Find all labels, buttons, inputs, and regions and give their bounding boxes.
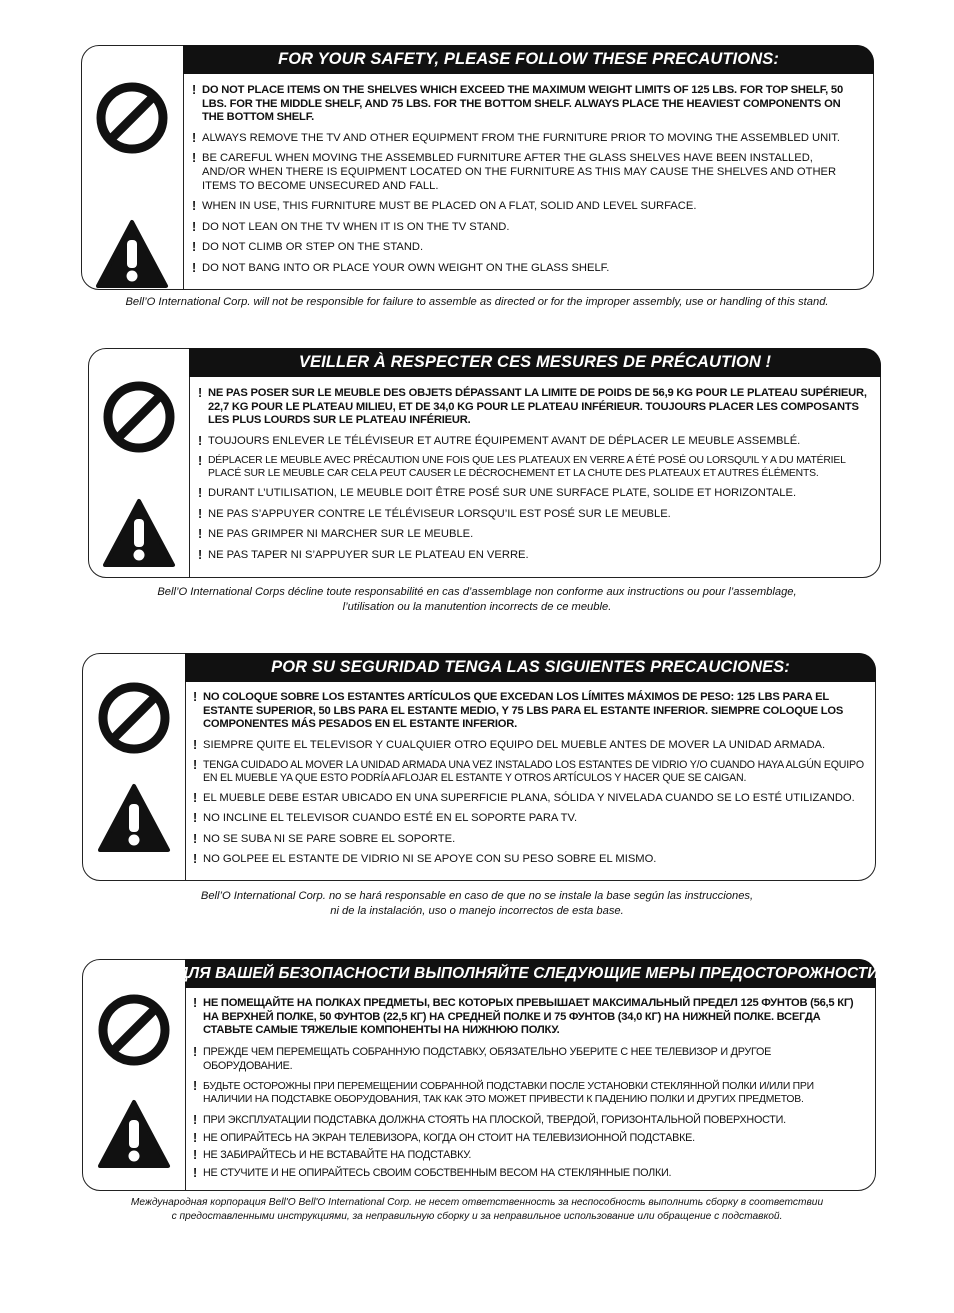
section-title-text: VEILLER À RESPECTER CES MESURES DE PRÉCAUTION ! (298, 353, 772, 371)
list-item: ! TOUJOURS ENLEVER LE TÉLÉVISEUR ET AUTRE ÉQUIPEMENT AVANT DE DÉPLACER LE MEUBLE ASSEMBLÉ. (198, 433, 801, 448)
precaution-list (192, 84, 852, 283)
section-title (183, 45, 874, 74)
list-item: ! NE PAS POSER SUR LE MEUBLE DES OBJETS DÉPASSANT LA LIMITE DE POIDS DE 56,9 KG POUR LE PLATEAU SUPÉRIEUR, 22,7 KG POUR LE PLATEAU MILIEU, ET DE 34,0 KG POUR LE PLATEAU INFÉRIEUR. TOUJOURS PLACER LES COMPOSANTS LES PLUS LOURDS SUR LE PLATEAU INFÉRIEUR. (198, 386, 867, 427)
section-title-text: POR SU SEGURIDAD TENGA LAS SIGUIENTES PRECAUCIONES: (271, 658, 790, 676)
list-item: ! DÉPLACER LE MEUBLE AVEC PRÉCAUTION UNE FOIS QUE LES PLATEAUX EN VERRE A ÉTÉ POSÉ OU LORSQU'IL Y A DU MATÉRIEL PLACÉ SUR LE MEUBLE CAR CELA PEUT CAUSER LE DÉCROCHEMENT ET LA CHUTE DES PLATEAUX ET AUTRES ÉLÉMENTS. (198, 454, 846, 479)
icon-column (83, 960, 186, 1190)
disclaimer: Bell’O International Corp. no se hará responsable en caso de que no se instale la base según las instrucciones, ni de la instalación, uso o manejo incorrectos de esta base. (200, 890, 754, 917)
list-item: ! ALWAYS REMOVE THE TV AND OTHER EQUIPMENT FROM THE FURNITURE PRIOR TO MOVING THE ASSEMBLED UNIT. (192, 130, 840, 145)
precautions-panel (82, 959, 884, 1191)
list-item: ! BE CAREFUL WHEN MOVING THE ASSEMBLED FURNITURE AFTER THE GLASS SHELVES HAVE BEEN INSTALLED, AND/OR WHEN THERE IS EQUIPMENT LOCATED ON THE FURNITURE AS THIS MAY CAUSE THE SHELVES AND OTHER ITEMS TO BECOME UNSECURED AND FALL. (192, 151, 837, 192)
list-item: ! NO INCLINE EL TELEVISOR CUANDO ESTÉ EN EL SOPORTE PARA TV. (193, 811, 578, 826)
list-item: ! NE PAS GRIMPER NI MARCHER SUR LE MEUBLE. (198, 527, 474, 542)
icon-column (82, 46, 184, 289)
warning-triangle-icon (96, 1098, 172, 1170)
prohibition-icon (94, 80, 170, 156)
warning-triangle-icon (96, 782, 172, 854)
precaution-list (193, 997, 861, 1184)
list-item: ! NE PAS S’APPUYER CONTRE LE TÉLÉVISEUR LORSQU’IL EST POSÉ SUR LE MEUBLE. (198, 506, 671, 521)
list-item: ! NE PAS TAPER NI S’APPUYER SUR LE PLATEAU EN VERRE. (198, 547, 529, 562)
list-item: ! НЕ СТУЧИТЕ И НЕ ОПИРАЙТЕСЬ СВОИМ СОБСТВЕННЫМ ВЕСОМ НА СТЕКЛЯННЫЕ ПОЛКИ. (193, 1165, 672, 1180)
disclaimer: Bell’O International Corps décline toute responsabilité en cas d’assemblage non conforme aux instructions ou pour l’assemblage, l’utilisation ou la manutention incorrects de ce meuble. (157, 586, 797, 613)
precaution-list (193, 691, 865, 874)
precaution-list (198, 387, 868, 570)
list-item: ! SIEMPRE QUITE EL TELEVISOR Y CUALQUIER OTRO EQUIPO DEL MUEBLE ANTES DE MOVER LA UNIDAD ARMADA. (193, 737, 826, 752)
list-item: ! NO GOLPEE EL ESTANTE DE VIDRIO NI SE APOYE CON SU PESO SOBRE EL MISMO. (193, 852, 657, 867)
section-title (177, 959, 884, 988)
precautions-panel (88, 348, 881, 578)
precautions-panel (82, 653, 876, 881)
list-item: ! NO SE SUBA NI SE PARE SOBRE EL SOPORTE. (193, 831, 456, 846)
list-item: ! НЕ ОПИРАЙТЕСЬ НА ЭКРАН ТЕЛЕВИЗОРА, КОГДА ОН СТОИТ НА ТЕЛЕВИЗИОННОЙ ПОДСТАВКЕ. (193, 1130, 695, 1145)
list-item: ! TENGA CUIDADO AL MOVER LA UNIDAD ARMADA UNA VEZ INSTALADO LOS ESTANTES DE VIDRIO Y/O CUANDO HAYA ALGÚN EQUIPO EN EL MUEBLE YA QUE ESTO PODRÍA AFLOJAR EL ESTANTE Y OTROS ARTÍCULOS Y HACER QUE SE CAIGAN. (193, 758, 864, 784)
section-title-text: FOR YOUR SAFETY, PLEASE FOLLOW THESE PRECAUTIONS: (278, 50, 779, 68)
disclaimer: Bell’O International Corp. will not be responsible for failure to assemble as directed or for the improper assembly, use or handling of this stand. (125, 296, 829, 308)
list-item: ! WHEN IN USE, THIS FURNITURE MUST BE PLACED ON A FLAT, SOLID AND LEVEL SURFACE. (192, 199, 697, 214)
prohibition-icon (96, 680, 172, 756)
list-item: ! EL MUEBLE DEBE ESTAR UBICADO EN UNA SUPERFICIE PLANA, SÓLIDA Y NIVELADA CUANDO SE LO ESTÉ UTILIZANDO. (193, 790, 855, 805)
list-item: ! НЕ ПОМЕЩАЙТЕ НА ПОЛКАХ ПРЕДМЕТЫ, ВЕС КОТОРЫХ ПРЕВЫШАЕТ МАКСИМАЛЬНЫЙ ПРЕДЕЛ 125 ФУНТОВ (56,5 КГ) НА ВЕРХНЕЙ ПОЛКЕ, 50 ФУНТОВ (22,5 КГ) НА СРЕДНЕЙ ПОЛКЕ И 75 ФУНТОВ (34,0 КГ) НА НИЖНЕЙ ПОЛКЕ. ВСЕГДА СТАВЬТЕ САМЫЕ ТЯЖЕЛЫЕ КОМПОНЕНТЫ НА НИЖНЮЮ ПОЛКУ. (193, 996, 854, 1037)
warning-triangle-icon (101, 497, 177, 569)
list-item: ! DURANT L’UTILISATION, LE MEUBLE DOIT ÊTRE POSÉ SUR UNE SURFACE PLATE, SOLIDE ET HORIZONTALE. (198, 486, 797, 501)
list-item: ! DO NOT CLIMB OR STEP ON THE STAND. (192, 240, 424, 255)
list-item: ! БУДЬТЕ ОСТОРОЖНЫ ПРИ ПЕРЕМЕЩЕНИИ СОБРАННОЙ ПОДСТАВКИ ПОСЛЕ УСТАНОВКИ СТЕКЛЯННОЙ ПОЛКИ И/ИЛИ ПРИ НАЛИЧИИ НА ПОДСТАВКЕ ОБОРУДОВАНИЯ, ТАК КАК ЭТО МОЖЕТ ПРИВЕСТИ К ПАДЕНИЮ ПОЛКИ И ДРУГИХ ПРЕДМЕТОВ. (193, 1078, 814, 1106)
section-title (189, 348, 881, 377)
prohibition-icon (96, 992, 172, 1068)
list-item: ! НЕ ЗАБИРАЙТЕСЬ И НЕ ВСТАВАЙТЕ НА ПОДСТАВКУ. (193, 1148, 472, 1163)
section-title-text: ДЛЯ ВАШЕЙ БЕЗОПАСНОСТИ ВЫПОЛНЯЙТЕ СЛЕДУЮЩИЕ МЕРЫ ПРЕДОСТОРОЖНОСТИ: (177, 964, 884, 982)
list-item: ! NO COLOQUE SOBRE LOS ESTANTES ARTÍCULOS QUE EXCEDAN LOS LÍMITES MÁXIMOS DE PESO: 125 LBS PARA EL ESTANTE SUPERIOR, 50 LBS PARA EL ESTANTE MEDIO, Y 75 LBS PARA EL ESTANTE INFERIOR. SIEMPRE COLOQUE LOS COMPONENTES MÁS PESADOS EN EL ESTANTE INFERIOR. (193, 690, 844, 731)
icon-column (83, 654, 186, 880)
warning-triangle-icon (94, 218, 170, 290)
list-item: ! ПРЕЖДЕ ЧЕМ ПЕРЕМЕЩАТЬ СОБРАННУЮ ПОДСТАВКУ, ОБЯЗАТЕЛЬНО УБЕРИТЕ С НЕЕ ТЕЛЕВИЗОР И ДРУГОЕ ОБОРУДОВАНИЕ. (193, 1044, 772, 1072)
list-item: ! DO NOT PLACE ITEMS ON THE SHELVES WHICH EXCEED THE MAXIMUM WEIGHT LIMITS OF 125 LBS. FOR TOP SHELF, 50 LBS. FOR THE MIDDLE SHELF, AND 75 LBS. FOR THE BOTTOM SHELF. ALWAYS PLACE THE HEAVIEST COMPONENTS ON THE BOTTOM SHELF. (192, 83, 843, 124)
prohibition-icon (101, 379, 177, 455)
list-item: ! DO NOT BANG INTO OR PLACE YOUR OWN WEIGHT ON THE GLASS SHELF. (192, 260, 610, 275)
list-item: ! ПРИ ЭКСПЛУАТАЦИИ ПОДСТАВКА ДОЛЖНА СТОЯТЬ НА ПЛОСКОЙ, ТВЕРДОЙ, ГОРИЗОНТАЛЬНОЙ ПОВЕРХНОСТИ. (193, 1112, 786, 1127)
icon-column (89, 349, 190, 577)
precautions-panel (81, 45, 874, 290)
disclaimer: Международная корпорация Bell'O Bell'O International Corp. не несет ответственность за неспособность выполнить сборку в соответствии с предоставленными инструкциями, за неправильную сборку и за неправильное использование или обращение с подставкой. (130, 1197, 824, 1222)
list-item: ! DO NOT LEAN ON THE TV WHEN IT IS ON THE TV STAND. (192, 219, 510, 234)
section-title (185, 653, 876, 682)
